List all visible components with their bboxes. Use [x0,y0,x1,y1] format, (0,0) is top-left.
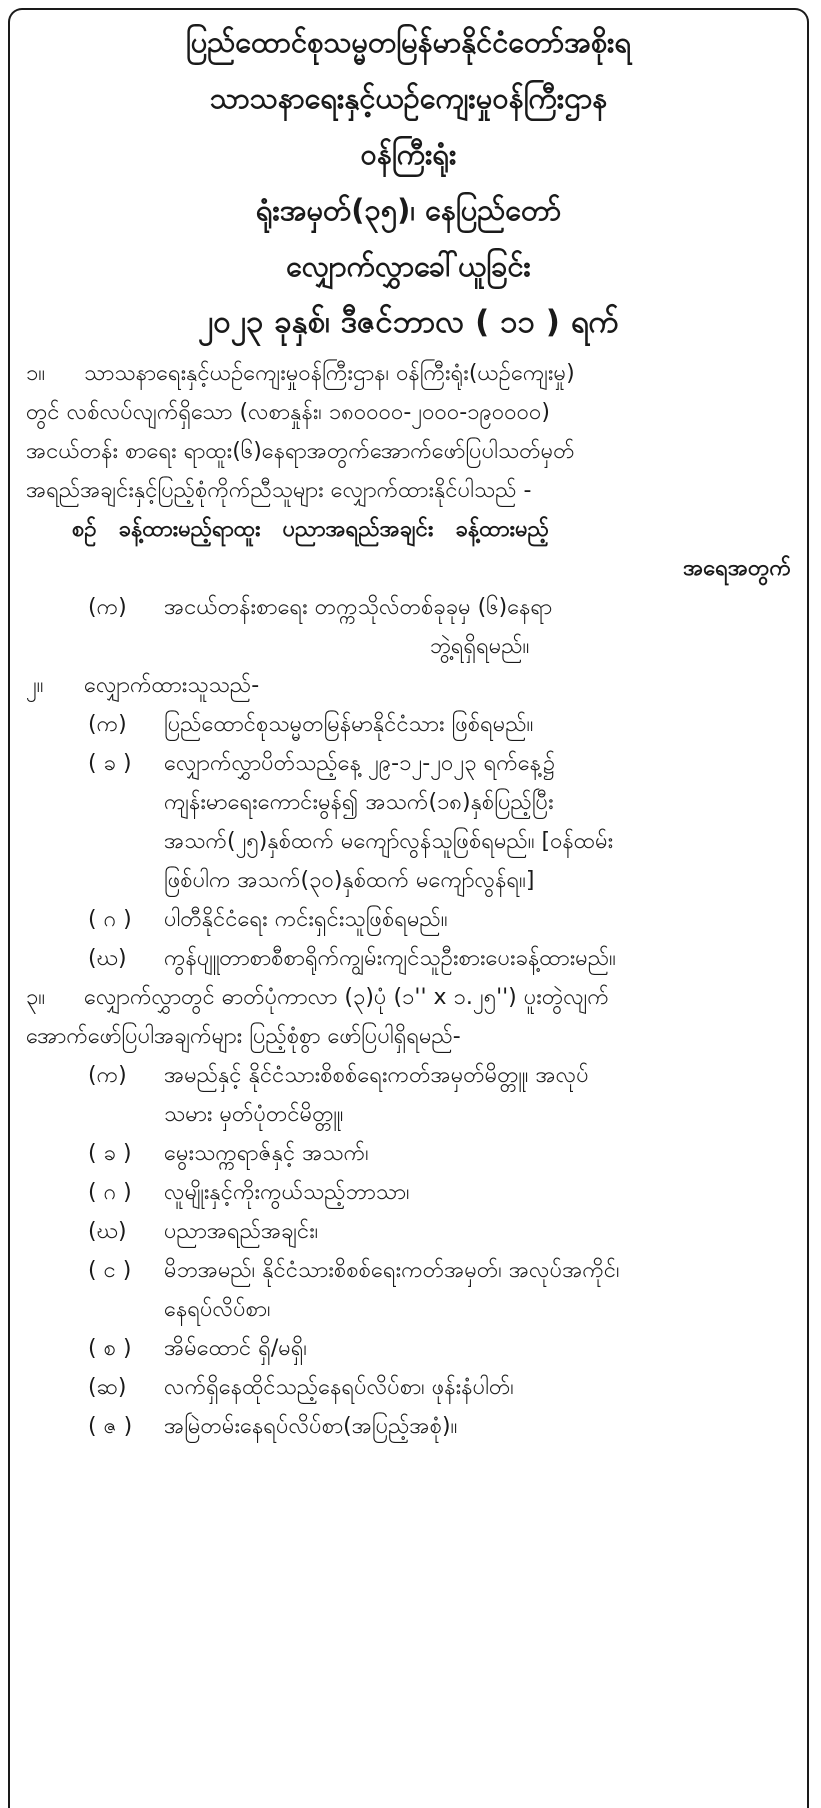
section-1-line: တွင် လစ်လပ်လျက်ရှိသော (လစာနှုန်း၊ ၁၈၀၀၀၀-၂၀၀၀-၁၉၀၀၀၀) [26,400,550,425]
section-3-line: လျှောက်လွှာတွင် ဓာတ်ပုံကာလာ (၃)ပုံ (၁'' x ၁.၂၅'') ပူးတွဲလျက် [84,985,609,1010]
item-line: သမား မှတ်ပုံတင်မိတ္တူ၊ [164,1102,344,1127]
section-3-line: အောက်ဖော်ပြပါအချက်များ ပြည့်စုံစွာ ဖော်ပြပါရှိရမည်- [26,1024,461,1049]
item-line: လက်ရှိနေထိုင်သည့်နေရပ်လိပ်စာ၊ ဖုန်းနံပါတ်၊ [164,1375,514,1400]
announcement [8,14,809,1446]
list-item [8,900,809,939]
list-item [8,705,809,744]
page-title: လျှောက်လွှာခေါ်ယူခြင်း [286,249,531,283]
list-item [8,939,809,978]
item-line: လျှောက်လွှာပိတ်သည့်နေ့ ၂၉-၁၂-၂၀၂၃ ရက်နေ့၌ [164,751,555,776]
col-count: ခန့်ထားမည့် [455,517,549,542]
item-line: လူမျိုးနှင့်ကိုးကွယ်သည့်ဘာသာ၊ [164,1180,410,1205]
item-line: ပညာအရည်အချင်း၊ [164,1219,319,1244]
office-name: ဝန်ကြီးရုံး [360,137,457,171]
item-line: မွေးသက္ကရာဇ်နှင့် အသက်၊ [164,1141,369,1166]
section-2-heading: လျှောက်ထားသူသည်- [84,673,260,698]
col-count-line2: အရေအတွက် [683,556,791,581]
list-item [8,1173,809,1212]
item-line: မိဘအမည်၊ နိုင်ငံသားစိစစ်ရေးကတ်အမှတ်၊ အလုပ်အကိုင်၊ [164,1258,620,1283]
item-mark: ( ဂ ) [88,1180,132,1205]
item-mark: ( င ) [88,1258,132,1283]
list-item [8,1134,809,1173]
announcement-date: ၂၀၂၃ ခုနှစ်၊ ဒီဇင်ဘာလ ( ၁၁ ) ရက် [198,304,619,340]
col-position: ခန့်ထားမည့်ရာထူး [118,517,261,542]
item-mark: (ဃ) [88,946,127,971]
item-mark: ( ခ ) [88,1141,132,1166]
section-1-line: သာသနာရေးနှင့်ယဉ်ကျေးမှုဝန်ကြီးဌာန၊ ဝန်ကြီးရုံး(ယဉ်ကျေးမှု) [84,361,575,386]
item-mark: (ဆ) [88,1375,127,1400]
office-address: ရုံးအမှတ်(၃၅)၊ နေပြည်တော် [255,193,562,227]
section-1-line: အရည်အချင်းနှင့်ပြည့်စုံကိုက်ညီသူများ လျှောက်ထားနိုင်ပါသည် - [26,478,532,503]
vacancy-table-header [8,510,809,549]
col-qualification: ပညာအရည်အချင်း [282,517,434,542]
item-line: ပြည်ထောင်စုသမ္မတမြန်မာနိုင်ငံသား ဖြစ်ရမည်။ [164,712,534,737]
list-item [8,1407,809,1446]
section-3-number: ၃။ [26,985,46,1010]
item-line: အမြဲတမ်းနေရပ်လိပ်စာ(အပြည့်အစုံ)။ [164,1414,458,1439]
ministry-government: ပြည်ထောင်စုသမ္မတမြန်မာနိုင်ငံတော်အစိုးရ [185,25,632,59]
item-line: အမည်နှင့် နိုင်ငံသားစိစစ်ရေးကတ်အမှတ်မိတ္တူ၊ အလုပ် [164,1063,589,1088]
item-line: ပါတီနိုင်ငံရေး ကင်းရှင်းသူဖြစ်ရမည်။ [164,907,448,932]
item-mark: ( စ ) [88,1336,132,1361]
ministry-name: သာသနာရေးနှင့်ယဉ်ကျေးမှုဝန်ကြီးဌာန [209,81,608,115]
item-line: အသက်(၂၅)နှစ်ထက် မကျော်လွန်သူဖြစ်ရမည်။ [ဝန်ထမ်း [164,829,614,854]
section-1 [8,354,809,510]
row-line: ဘွဲ့ရရှိရမည်။ [429,634,530,659]
row-mark: (က) [88,595,127,620]
list-item [8,1212,809,1251]
item-line: နေရပ်လိပ်စာ၊ [164,1297,271,1322]
list-item [8,1329,809,1368]
col-serial: စဉ် [72,517,97,542]
vacancy-row [8,588,809,666]
section-2-number: ၂။ [26,673,44,698]
list-item [8,1251,809,1329]
item-mark: ( ဂ ) [88,907,132,932]
item-line: အိမ်ထောင် ရှိ/မရှိ၊ [164,1336,307,1361]
item-line: ကျန်းမာရေးကောင်းမွန်၍ အသက်(၁၈)နှစ်ပြည့်ပြီး [164,790,554,815]
section-1-line: အငယ်တန်း စာရေး ရာထူး(၆)နေရာအတွက်အောက်ဖော်ပြပါသတ်မှတ် [26,439,575,464]
list-item [8,1056,809,1134]
item-mark: (က) [88,1063,127,1088]
item-mark: (က) [88,712,127,737]
list-item [8,744,809,900]
item-mark: (ဃ) [88,1219,127,1244]
section-1-number: ၁။ [26,361,46,386]
row-line: အငယ်တန်းစာရေး တက္ကသိုလ်တစ်ခုခုမှ (၆)နေရာ [164,595,553,620]
item-mark: ( ဇ ) [88,1414,133,1439]
item-line: ဖြစ်ပါက အသက်(၃၀)နှစ်ထက် မကျော်လွန်ရ။] [164,868,535,893]
item-mark: ( ခ ) [88,751,132,776]
section-2-title [8,666,809,705]
list-item [8,1368,809,1407]
item-line: ကွန်ပျူတာစာစီစာရိုက်ကျွမ်းကျင်သူဦးစားပေးခန့်ထားမည်။ [164,946,616,971]
section-3 [8,978,809,1056]
